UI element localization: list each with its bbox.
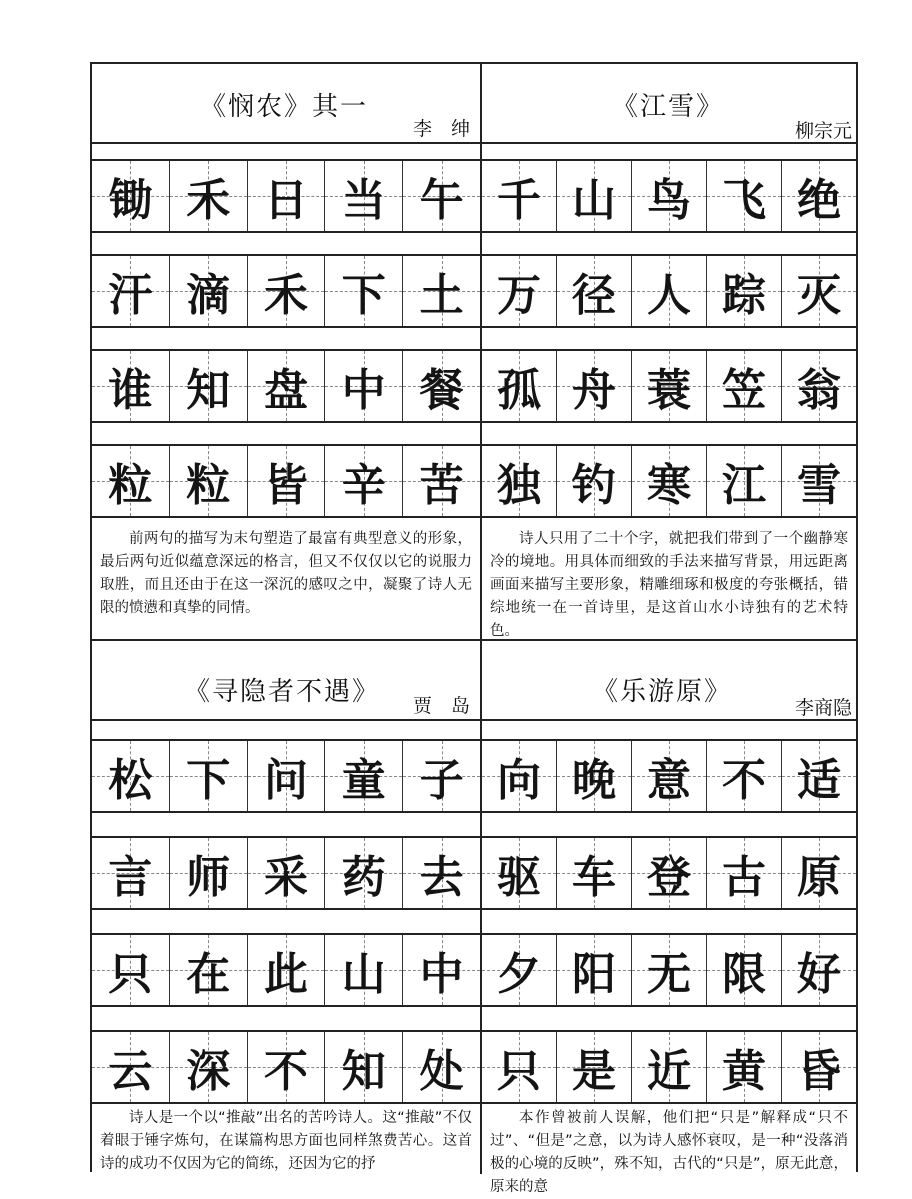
poem-title: 《乐游原》 <box>592 677 733 707</box>
char-cell: 土 <box>403 256 480 326</box>
char-cell: 独 <box>482 446 557 516</box>
char-cell: 知 <box>170 351 248 421</box>
char-row <box>482 159 856 233</box>
poem-title: 《江雪》 <box>612 92 725 122</box>
char-cell: 药 <box>325 838 403 908</box>
title-bar <box>482 64 856 144</box>
char-cell: 踪 <box>707 256 782 326</box>
char-cell: 问 <box>248 741 326 811</box>
char-cell: 千 <box>482 161 557 231</box>
poem-panel-4 <box>482 641 856 1195</box>
char-cell: 锄 <box>92 161 170 231</box>
char-cell: 言 <box>92 838 170 908</box>
title-bar <box>482 641 856 721</box>
char-cell: 山 <box>325 935 403 1005</box>
char-cell: 禾 <box>248 256 326 326</box>
char-row <box>92 159 480 233</box>
char-cell: 中 <box>325 351 403 421</box>
char-cell: 童 <box>325 741 403 811</box>
char-cell: 古 <box>707 838 782 908</box>
char-cell: 知 <box>325 1032 403 1102</box>
char-cell: 处 <box>403 1032 480 1102</box>
char-cell: 滴 <box>170 256 248 326</box>
poem-title: 《寻隐者不遇》 <box>184 677 381 707</box>
char-cell: 好 <box>782 935 856 1005</box>
poem-commentary: 诗人是一个以“推敲”出名的苦吟诗人。这“推敲”不仅着眼于锤字炼句，在谋篇构思方面也同样煞费苦心。这首诗的成功不仅因为它的简练，还因为它的抒 <box>100 1110 472 1172</box>
char-cell: 不 <box>707 741 782 811</box>
char-cell: 鸟 <box>632 161 707 231</box>
char-cell: 夕 <box>482 935 557 1005</box>
practice-sheet <box>90 62 858 1195</box>
char-cell: 登 <box>632 838 707 908</box>
char-cell: 皆 <box>248 446 326 516</box>
poem-panel-1 <box>92 64 480 639</box>
char-row <box>92 254 480 328</box>
poem-title: 《悯农》其一 <box>200 92 369 122</box>
poem-panel-3 <box>92 641 480 1174</box>
char-cell: 翁 <box>782 351 856 421</box>
char-cell: 在 <box>170 935 248 1005</box>
char-row <box>482 739 856 813</box>
char-cell: 昏 <box>782 1032 856 1102</box>
char-cell: 餐 <box>403 351 480 421</box>
char-cell: 此 <box>248 935 326 1005</box>
char-cell: 深 <box>170 1032 248 1102</box>
char-cell: 谁 <box>92 351 170 421</box>
char-cell: 寒 <box>632 446 707 516</box>
char-cell: 去 <box>403 838 480 908</box>
char-cell: 限 <box>707 935 782 1005</box>
char-cell: 下 <box>325 256 403 326</box>
char-cell: 意 <box>632 741 707 811</box>
char-cell: 径 <box>557 256 632 326</box>
char-cell: 阳 <box>557 935 632 1005</box>
char-cell: 原 <box>782 838 856 908</box>
poem-author: 李 绅 <box>412 118 470 140</box>
char-row <box>92 1030 480 1104</box>
poem-author: 李商隐 <box>794 697 852 719</box>
char-cell: 舟 <box>557 351 632 421</box>
char-cell: 孤 <box>482 351 557 421</box>
char-cell: 云 <box>92 1032 170 1102</box>
char-cell: 飞 <box>707 161 782 231</box>
title-bar <box>92 64 480 144</box>
char-cell: 江 <box>707 446 782 516</box>
char-row <box>92 739 480 813</box>
char-cell: 近 <box>632 1032 707 1102</box>
title-bar <box>92 641 480 721</box>
char-cell: 师 <box>170 838 248 908</box>
char-cell: 晚 <box>557 741 632 811</box>
char-cell: 黄 <box>707 1032 782 1102</box>
char-cell: 是 <box>557 1032 632 1102</box>
char-row <box>482 836 856 910</box>
char-cell: 雪 <box>782 446 856 516</box>
char-cell: 午 <box>403 161 480 231</box>
poem-commentary: 诗人只用了二十个字，就把我们带到了一个幽静寒冷的境地。用具体而细致的手法来描写背景，用远距离画面来描写主要形象，精雕细琢和极度的夸张概括，错综地统一在一首诗里，是这首山水小诗独有的艺术特色。 <box>490 531 848 639</box>
char-cell: 汗 <box>92 256 170 326</box>
char-cell: 向 <box>482 741 557 811</box>
char-cell: 灭 <box>782 256 856 326</box>
char-cell: 苦 <box>403 446 480 516</box>
char-cell: 日 <box>248 161 326 231</box>
char-cell: 当 <box>325 161 403 231</box>
char-cell: 盘 <box>248 351 326 421</box>
char-cell: 只 <box>92 935 170 1005</box>
char-cell: 松 <box>92 741 170 811</box>
char-row <box>92 933 480 1007</box>
char-row <box>482 444 856 518</box>
char-cell: 笠 <box>707 351 782 421</box>
poem-panel-2 <box>482 64 856 639</box>
char-cell: 车 <box>557 838 632 908</box>
char-row <box>482 933 856 1007</box>
char-row <box>92 444 480 518</box>
poem-author: 贾 岛 <box>412 695 470 717</box>
char-cell: 粒 <box>92 446 170 516</box>
char-cell: 子 <box>403 741 480 811</box>
char-cell: 无 <box>632 935 707 1005</box>
char-cell: 禾 <box>170 161 248 231</box>
poem-author: 柳宗元 <box>794 120 852 142</box>
char-cell: 下 <box>170 741 248 811</box>
char-cell: 粒 <box>170 446 248 516</box>
char-cell: 驱 <box>482 838 557 908</box>
char-row <box>482 349 856 423</box>
char-row <box>482 1030 856 1104</box>
char-cell: 中 <box>403 935 480 1005</box>
char-cell: 不 <box>248 1032 326 1102</box>
char-cell: 辛 <box>325 446 403 516</box>
char-row <box>92 836 480 910</box>
char-cell: 山 <box>557 161 632 231</box>
poem-commentary: 本作曾被前人误解，他们把“只是”解释成“只不过”、“但是”之意，以为诗人感怀衰叹，是一种“没落消极的心境的反映”，殊不知，古代的“只是”，原无此意，原来的意 <box>490 1110 848 1195</box>
char-cell: 适 <box>782 741 856 811</box>
char-cell: 只 <box>482 1032 557 1102</box>
poem-commentary: 前两句的描写为末句塑造了最富有典型意义的形象，最后两句近似蕴意深远的格言，但又不仅仅以它的说服力取胜，而且还由于在这一深沉的感叹之中，凝聚了诗人无限的愤懑和真挚的同情。 <box>100 531 472 616</box>
char-cell: 万 <box>482 256 557 326</box>
char-row <box>482 254 856 328</box>
char-cell: 钓 <box>557 446 632 516</box>
char-cell: 采 <box>248 838 326 908</box>
char-cell: 蓑 <box>632 351 707 421</box>
char-cell: 人 <box>632 256 707 326</box>
char-row <box>92 349 480 423</box>
char-cell: 绝 <box>782 161 856 231</box>
